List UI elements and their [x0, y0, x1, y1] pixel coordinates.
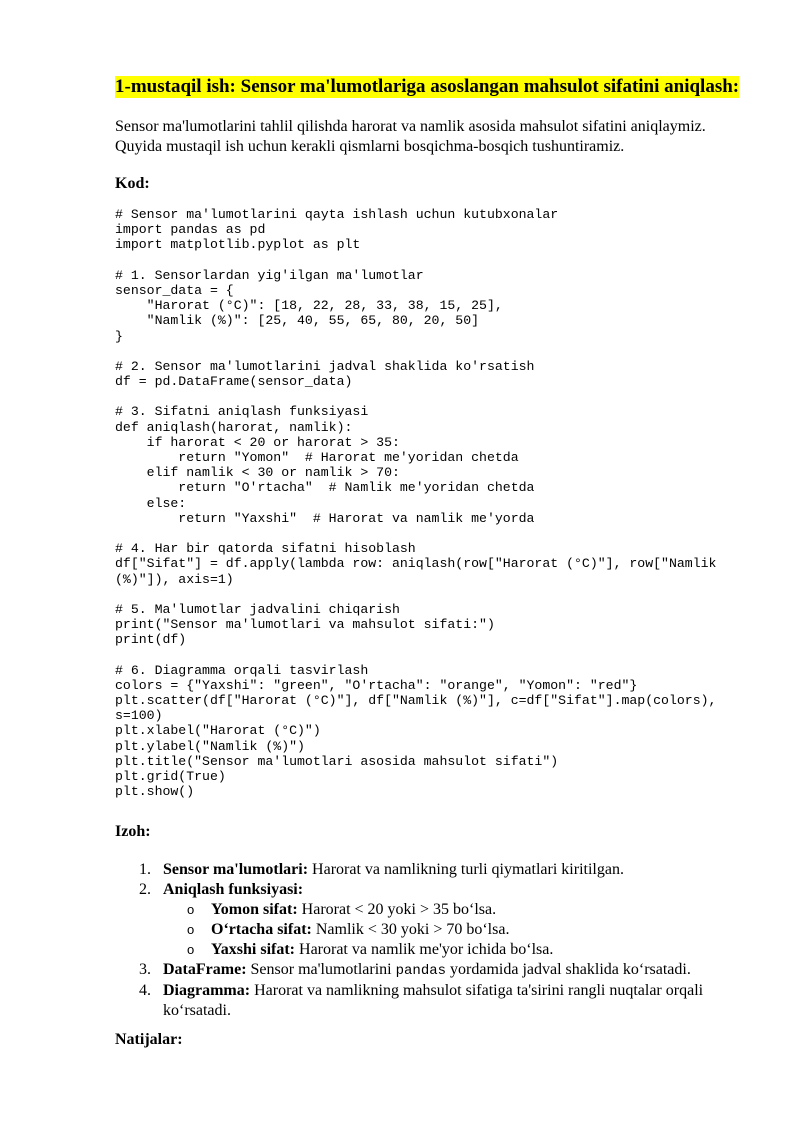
code-line: return "Yaxshi" # Harorat va namlik me'yorda: [115, 510, 535, 526]
results-heading: Natijalar:: [115, 1031, 183, 1048]
item-text: yordamida jadval shaklida koʻrsatadi.: [446, 961, 691, 978]
code-line: # 2. Sensor ma'lumotlarini jadval shaklida ko'rsatish: [115, 358, 535, 374]
item-bold-label: Diagramma:: [163, 982, 251, 999]
code-line: "Harorat (°C)": [18, 22, 28, 33, 38, 15, 25],: [115, 298, 503, 314]
item-text: Sensor ma'lumotlarini: [246, 961, 396, 978]
code-line: # 5. Ma'lumotlar jadvalini chiqarish: [115, 601, 400, 617]
code-line: "Namlik (%)": [25, 40, 55, 65, 80, 20, 50]: [115, 313, 480, 329]
list-item: 2. Aniqlash funksiyasi:: [139, 881, 304, 898]
code-line: else:: [115, 495, 187, 511]
intro-paragraph: Sensor ma'lumotlarini tahlil qilishda harorat va namlik asosida mahsulot sifatini aniqlaymiz. Quyida mustaqil ish uchun kerakli qismlarni bosqichma-bosqich tushuntiramiz.: [115, 118, 706, 155]
code-line: [115, 253, 755, 268]
sub-item-bold-label: Yomon sifat:: [211, 901, 298, 918]
code-line: elif namlik < 30 or namlik > 70:: [115, 465, 400, 481]
code-line: print("Sensor ma'lumotlari va mahsulot sifati:"): [115, 617, 495, 633]
code-line: # Sensor ma'lumotlarini qayta ishlash uchun kutubxonalar: [115, 207, 559, 222]
code-line: [115, 389, 755, 404]
item-text: Harorat va namlikning mahsulot sifatiga ta'sirini rangli nuqtalar orqali koʻrsatadi.: [163, 982, 704, 1019]
sub-list-item: [115, 920, 735, 940]
code-line: plt.scatter(df["Harorat (°C)"], df["Namlik (%)"], c=df["Sifat"].map(colors),: [115, 693, 717, 708]
code-line: return "O'rtacha" # Namlik me'yoridan chetda: [115, 480, 535, 496]
code-line: plt.grid(True): [115, 768, 226, 784]
code-line: def aniqlash(harorat, namlik):: [115, 419, 353, 435]
code-line: plt.xlabel("Harorat (°C)"): [115, 723, 321, 739]
document-title: 1-mustaqil ish: Sensor ma'lumotlariga asoslangan mahsulot sifatini aniqlash:: [115, 76, 740, 97]
bullet-icon: o: [187, 922, 195, 937]
sub-item-text: Harorat < 20 yoki > 35 boʻlsa.: [297, 901, 497, 918]
code-line: plt.ylabel("Namlik (%)"): [115, 738, 305, 754]
code-line: print(df): [115, 632, 187, 648]
code-line: # 3. Sifatni aniqlash funksiyasi: [115, 404, 369, 420]
code-line: # 6. Diagramma orqali tasvirlash: [115, 662, 369, 678]
inline-code: pandas: [395, 963, 447, 979]
list-item: 3. DataFrame: Sensor ma'lumotlarini pandas yordamida jadval shaklida koʻrsatadi.: [139, 961, 691, 979]
code-line: colors = {"Yaxshi": "green", "O'rtacha": "orange", "Yomon": "red"}: [115, 677, 638, 693]
explanation-list: [115, 860, 735, 1021]
code-line: # 4. Har bir qatorda sifatni hisoblash: [115, 541, 416, 557]
item-text: Harorat va namlikning turli qiymatlari kiritilgan.: [308, 861, 624, 878]
code-line: plt.title("Sensor ma'lumotlari asosida mahsulot sifati"): [115, 753, 559, 769]
code-line: if harorat < 20 or harorat > 35:: [115, 434, 400, 450]
code-line: s=100): [115, 708, 163, 724]
sub-item-text: Harorat va namlik me'yor ichida boʻlsa.: [295, 941, 554, 958]
code-line: # 1. Sensorlardan yig'ilgan ma'lumotlar: [115, 267, 424, 283]
code-line: import pandas as pd: [115, 222, 266, 238]
sub-item-bold-label: Yaxshi sifat:: [211, 941, 296, 958]
bullet-icon: o: [187, 942, 195, 957]
code-line: [115, 526, 755, 541]
sub-item-bold-label: Oʻrtacha sifat:: [211, 921, 312, 938]
code-heading: Kod:: [115, 175, 150, 192]
sub-list-item: [115, 940, 735, 960]
code-line: [115, 344, 755, 359]
code-block: [115, 207, 755, 799]
izoh-heading: Izoh:: [115, 823, 151, 840]
code-line: df["Sifat"] = df.apply(lambda row: aniqlash(row["Harorat (°C)"], row["Namlik: [115, 556, 717, 572]
code-line: [115, 647, 755, 662]
code-line: (%)"]), axis=1): [115, 571, 234, 587]
bullet-icon: o: [187, 902, 195, 917]
code-line: return "Yomon" # Harorat me'yoridan chetda: [115, 450, 519, 465]
code-line: }: [115, 328, 123, 344]
sub-item-text: Namlik < 30 yoki > 70 boʻlsa.: [311, 921, 510, 938]
code-line: df = pd.DataFrame(sensor_data): [115, 374, 353, 390]
item-bold-label: DataFrame:: [163, 961, 247, 978]
list-item: 4. Diagramma: Harorat va namlikning mahsulot sifatiga ta'sirini rangli nuqtalar orqali koʻrsatadi.: [139, 982, 704, 1019]
sub-list-item: [115, 900, 735, 920]
code-line: sensor_data = {: [115, 282, 234, 298]
code-line: [115, 587, 755, 602]
item-bold-label: Sensor ma'lumotlari:: [163, 861, 309, 878]
list-item: 1. Sensor ma'lumotlari: Harorat va namlikning turli qiymatlari kiritilgan.: [139, 861, 624, 878]
code-line: import matplotlib.pyplot as plt: [115, 237, 361, 253]
item-bold-label: Aniqlash funksiyasi:: [163, 881, 304, 898]
code-line: plt.show(): [115, 784, 195, 800]
